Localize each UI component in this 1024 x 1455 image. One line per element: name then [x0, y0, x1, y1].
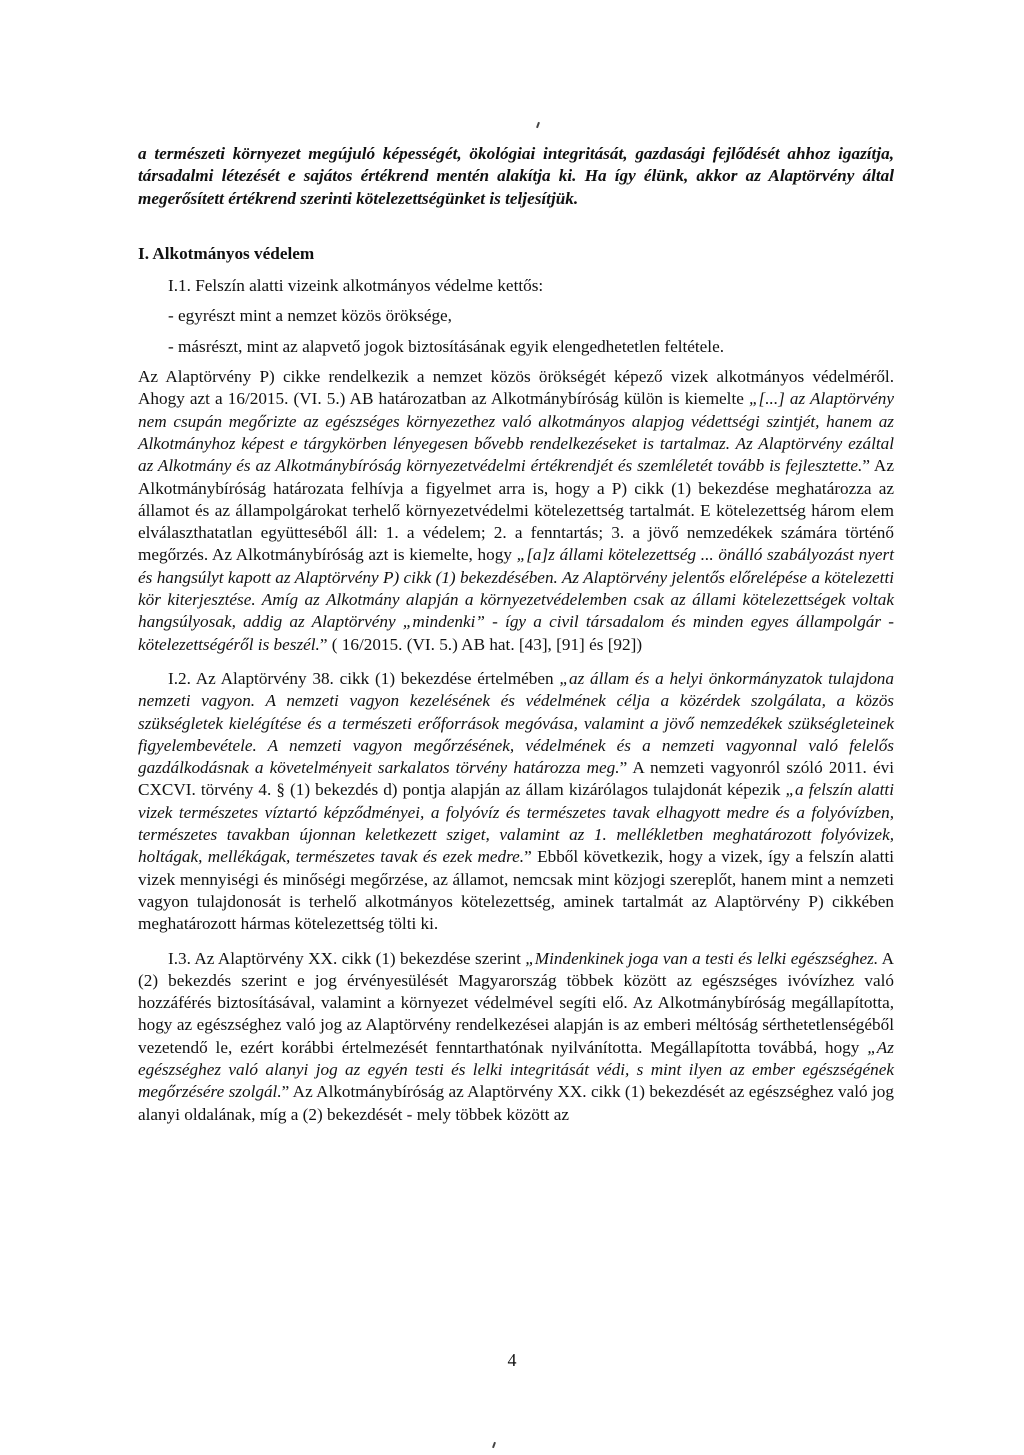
- paragraph-text: ” A nemzeti vagyonról szóló 2011. évi CXCVI. törvény 4. § (1) bekezdés d) pontja alapján az állam kizárólagos tulajdonát képezik: [138, 758, 894, 800]
- paragraph-text: I.2. Az Alaptörvény 38. cikk (1) bekezdése értelmében: [168, 668, 560, 688]
- list-item: - egyrészt mint a nemzet közös öröksége,: [168, 306, 452, 326]
- scan-speck-top: [536, 122, 540, 128]
- court-quote: „Az egészséghez való alanyi jog az egyén testi és lelki integritását védi, s mint ilyen az ember egészségének megőrzésére szolgál.: [138, 1037, 894, 1102]
- constitution-quote: „az állam és a helyi önkormányzatok tulajdona nemzeti vagyon. A nemzeti vagyon kezelésének és védelmének célja a közérdek szolgálata, a közös szükségletek kielégítése és a természeti erőforrások megóvása, valamint a jövő nemzedékek szükségleteinek figyelembevétele. A nemzeti vagyon megőrzésének, védelmének és a nemzeti vagyonnal való felelős gazdálkodásnak a követelményeit sarkalatos törvény határozza meg.: [138, 668, 894, 778]
- list-item: - másrészt, mint az alapvető jogok biztosításának egyik elengedhetetlen feltétele.: [168, 336, 724, 356]
- paragraph-text: Az Alaptörvény P) cikke rendelkezik a nemzet közös örökségét képező vizek alkotmányos védelméről. Ahogy azt a 16/2015. (VI. 5.) AB határozatban az Alkotmánybíróság külön is kiemelte: [138, 367, 894, 409]
- subsection-3-paragraph: [138, 948, 894, 1126]
- paragraph-text: ” Az Alkotmánybíróság az Alaptörvény XX. cikk (1) bekezdését az egészséghez való jog alanyi oldalának, míg a (2) bekezdését - mely többek között az: [138, 1082, 894, 1124]
- document-page: [138, 143, 894, 1134]
- paragraph-text: I.3. Az Alaptörvény XX. cikk (1) bekezdése szerint: [168, 948, 526, 968]
- scan-speck-bottom: [492, 1442, 496, 1448]
- paragraph-text: A (2) bekezdés szerint e jog érvényesülését Magyarország többek között az egészséges ivóvízhez való hozzáférés biztosításával, valamint a környezet védelmével segíti elő. Az Alkotmánybíróság megállapította, hogy az egészséghez való jog az Alaptörvény rendelkezései alapján is az emberi méltóság sérthetetlenségéből vezetendő le, ezért korábbi értelmezését fenntarthatónak nyilvánította. Megállapította továbbá, hogy: [138, 948, 894, 1057]
- subsection-1-heading: I.1. Felszín alatti vizeink alkotmányos védelme kettős:: [168, 276, 544, 296]
- citation-text: ” ( 16/2015. (VI. 5.) AB hat. [43], [91] és [92]): [319, 634, 643, 654]
- page-number: 4: [507, 1350, 517, 1370]
- paragraph-text: ” Az Alkotmánybíróság határozata felhívja a figyelmet arra is, hogy a P) cikk (1) bekezdése meghatározza az államot és az állampolgárokat terhelő környezetvédelmi kötelezettség tartalmát. E kötelezettség három elem elválaszthatatlan együtteséből áll: 1. a védelem; 2. a fenntartás; 3. a jövő nemzedékek számára történő megőrzés. Az Alkotmánybíróság azt is kiemelte, hogy: [138, 456, 894, 565]
- intro-paragraph: a természeti környezet megújuló képességét, ökológiai integritását, gazdasági fejlődését ahhoz igazítja, társadalmi létezését e sajátos értékrend mentén alakítja ki. Ha így élünk, akkor az Alaptörvény által megerősített értékrend szerinti kötelezettségünket is teljesítjük.: [138, 144, 894, 208]
- constitution-quote: „Mindenkinek joga van a testi és lelki egészséghez.: [525, 948, 879, 968]
- subsection-1-paragraph: [138, 366, 894, 656]
- court-quote: „[...] az Alaptörvény nem csupán megőrizte az egészséges környezethez való alkotmányos alapjog védettségi szintjét, hanem az Alkotmányhoz képest e tárgykörben lényegesen bővebb rendelkezéseket is tartalmaz. Az Alaptörvény ezáltal az Alkotmány és az Alkotmánybíróság környezetvédelmi értékrendjét és szemléletét tovább is fejlesztette.: [138, 389, 894, 476]
- statute-quote: „a felszín alatti vizek természetes víztartó képződményei, a folyóvíz és természetes tavak elhagyott medre és a folyóvízben, természetes tavakban újonnan keletkezett sziget, valamint az 1. mellékletben meghatározott folyóvizek, holtágak, mellékágak, természetes tavak és ezek medre.: [138, 780, 894, 867]
- subsection-2-paragraph: [138, 668, 894, 936]
- court-quote: „[a]z állami kötelezettség ... önálló szabályozást nyert és hangsúlyt kapott az Alaptörvény P) cikk (1) bekezdésében. Az Alaptörvény jelentős előrelépése a kötelezetti kör kiterjesztése. Amíg az Alkotmány alapján a környezetvédelemben csak az állami kötelezettségek voltak hangsúlyosak, addig az Alaptörvény „mindenki” - így a civil társadalom és minden egyes állampolgár - kötelezettségéről is beszél.: [138, 545, 894, 654]
- paragraph-text: ” Ebből következik, hogy a vizek, így a felszín alatti vizek mennyiségi és minőségi megőrzése, az államot, nemcsak mint közjogi szereplőt, hanem mint a nemzeti vagyon tulajdonosát is terhelő alkotmányos kötelezettség, aminek tartalmát az Alaptörvény P) cikkében meghatározott hármas kötelezettség tölti ki.: [138, 847, 894, 934]
- section-title: I. Alkotmányos védelem: [138, 243, 315, 263]
